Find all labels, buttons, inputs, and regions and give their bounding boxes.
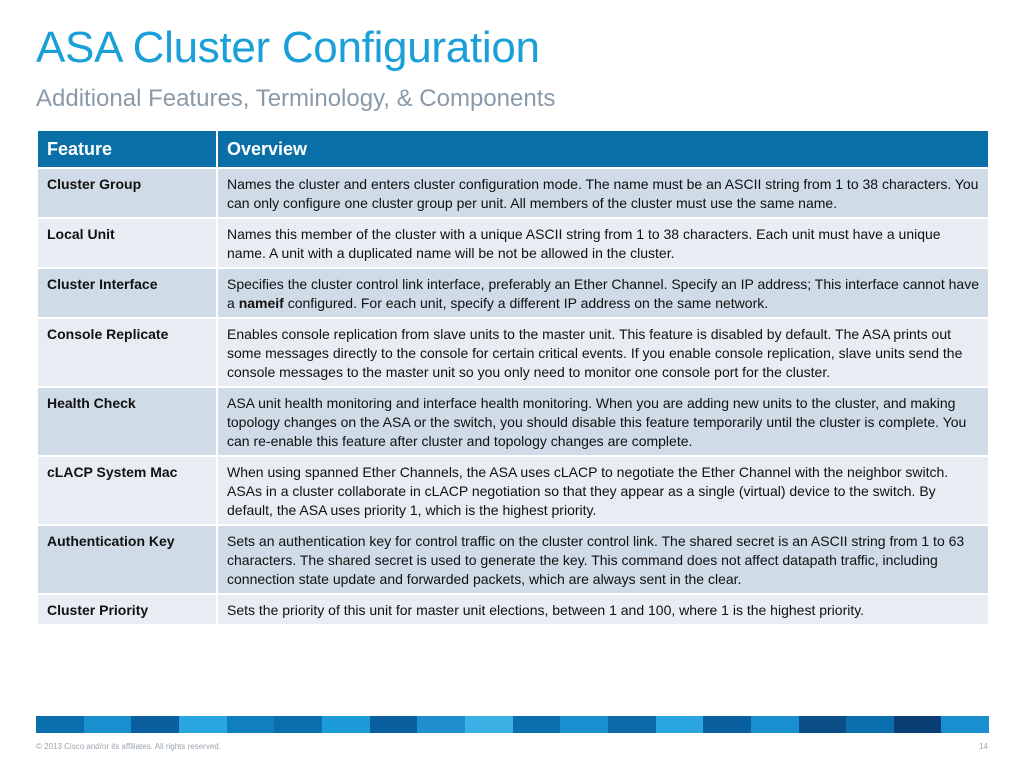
table-row: [38, 218, 988, 268]
color-bar-segment: [513, 716, 561, 733]
color-bar-segment: [274, 716, 322, 733]
table-row: [38, 594, 988, 624]
color-bar-segment: [941, 716, 989, 733]
overview-text: configured. For each unit, specify a different IP address on the same network.: [283, 295, 769, 311]
overview-bold-keyword: nameif: [238, 295, 284, 311]
table-row: [38, 268, 988, 318]
color-bar-segment: [608, 716, 656, 733]
slide-subtitle: Additional Features, Terminology, & Components: [36, 85, 556, 112]
feature-cell: Local Unit: [38, 218, 217, 268]
overview-cell: ASA unit health monitoring and interface health monitoring. When you are adding new units to the cluster, and making topology changes on the ASA or the switch, you should disable this feature temporarily until the cluster is complete. You can re-enable this feature after cluster and topology changes are complete.: [217, 387, 988, 456]
color-bar-segment: [227, 716, 275, 733]
color-bar-segment: [370, 716, 418, 733]
table-header-row: [38, 131, 988, 168]
color-bar-segment: [703, 716, 751, 733]
features-table: [38, 131, 988, 624]
overview-text: Specifies the cluster control link interface, preferably an Ether Channel. Specify an IP address; This interface cannot have a: [227, 276, 980, 311]
color-bar-segment: [799, 716, 847, 733]
feature-cell: Cluster Interface: [38, 268, 217, 318]
color-bar-segment: [465, 716, 513, 733]
overview-cell: Sets the priority of this unit for master unit elections, between 1 and 100, where 1 is the highest priority.: [217, 594, 988, 624]
table-row: [38, 318, 988, 387]
color-bar-segment: [131, 716, 179, 733]
page-number: 14: [979, 742, 988, 751]
feature-cell: Cluster Priority: [38, 594, 217, 624]
color-bar-segment: [84, 716, 132, 733]
color-bar-segment: [36, 716, 84, 733]
overview-cell: Enables console replication from slave units to the master unit. This feature is disabled by default. The ASA prints out some messages directly to the console for certain critical events. If you enable console replication, slave units send the console messages to the master unit so you only need to monitor one console port for the cluster.: [217, 318, 988, 387]
color-bar-segment: [179, 716, 227, 733]
feature-cell: Cluster Group: [38, 168, 217, 218]
overview-cell: Names the cluster and enters cluster configuration mode. The name must be an ASCII string from 1 to 38 characters. You can only configure one cluster group per unit. All members of the cluster must use the same name.: [217, 168, 988, 218]
overview-cell: When using spanned Ether Channels, the ASA uses cLACP to negotiate the Ether Channel with the neighbor switch. ASAs in a cluster collaborate in cLACP negotiation so that they appear as a single (virtual) device to the switch. By default, the ASA uses priority 1, which is the highest priority.: [217, 456, 988, 525]
color-bar-segment: [751, 716, 799, 733]
feature-cell: cLACP System Mac: [38, 456, 217, 525]
header-feature: Feature: [38, 131, 217, 168]
table-row: [38, 387, 988, 456]
color-bar-segment: [560, 716, 608, 733]
header-overview: Overview: [217, 131, 988, 168]
table-row: [38, 168, 988, 218]
feature-cell: Console Replicate: [38, 318, 217, 387]
overview-cell: Sets an authentication key for control traffic on the cluster control link. The shared secret is an ASCII string from 1 to 63 characters. The shared secret is used to generate the key. This command does not affect datapath traffic, including connection state update and forwarded packets, which are always sent in the clear.: [217, 525, 988, 594]
decorative-color-bar: [36, 716, 989, 733]
color-bar-segment: [894, 716, 942, 733]
overview-cell: [217, 268, 988, 318]
color-bar-segment: [417, 716, 465, 733]
copyright-footer: © 2013 Cisco and/or its affiliates. All rights reserved.: [36, 742, 221, 751]
overview-cell: Names this member of the cluster with a unique ASCII string from 1 to 38 characters. Each unit must have a unique name. A unit with a duplicated name will be not be allowed in the cluster.: [217, 218, 988, 268]
feature-cell: Authentication Key: [38, 525, 217, 594]
color-bar-segment: [846, 716, 894, 733]
color-bar-segment: [322, 716, 370, 733]
color-bar-segment: [656, 716, 704, 733]
table-row: [38, 525, 988, 594]
table-row: [38, 456, 988, 525]
feature-cell: Health Check: [38, 387, 217, 456]
slide-title: ASA Cluster Configuration: [36, 23, 540, 72]
